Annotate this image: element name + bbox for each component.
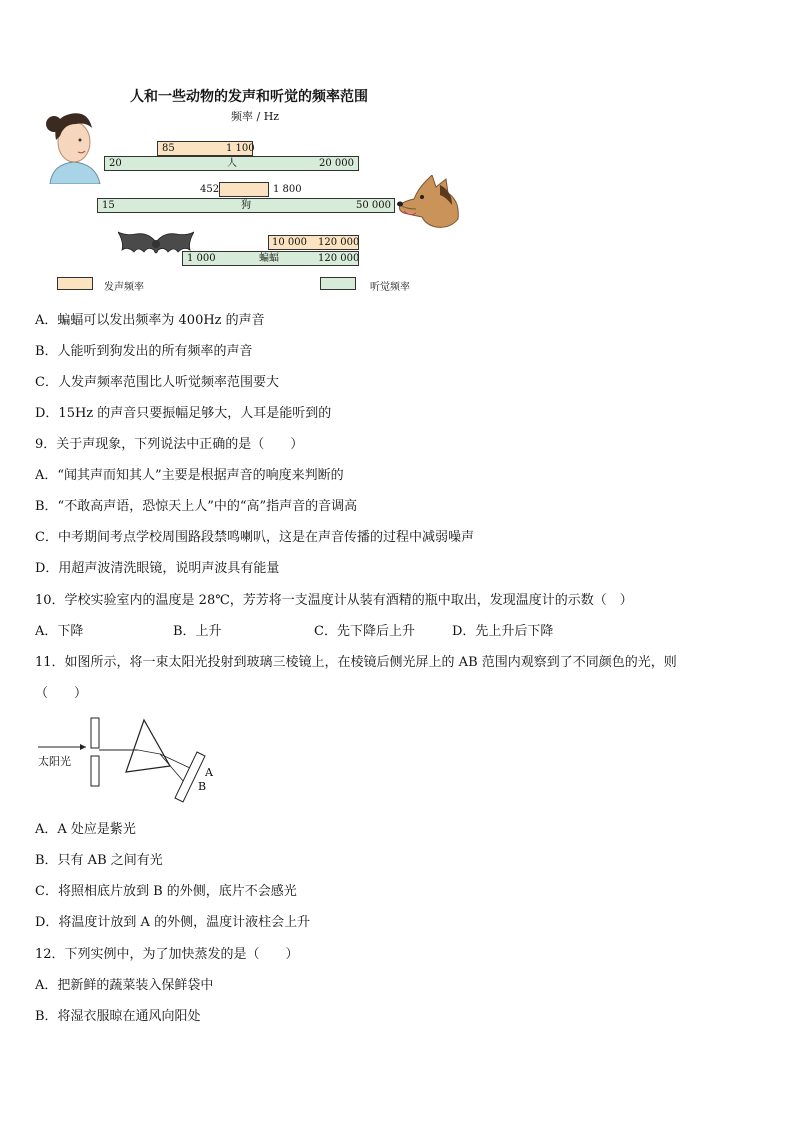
legend-emit-label: 发声频率 (104, 282, 144, 293)
q11-stem: 11．如图所示，将一束太阳光投射到玻璃三棱镜上，在棱镜后侧光屏上的 AB 范围内观察到了不同颜色的光，则 (35, 655, 677, 670)
prism-label-b: B (198, 780, 207, 793)
dog-emit-low: 452 (200, 184, 220, 195)
bat-emit-bar (268, 235, 359, 250)
q10-option-a: A．下降 (35, 624, 84, 639)
woman-icon (42, 110, 106, 184)
q9-stem: 9．关于声现象，下列说法中正确的是（ ） (35, 437, 304, 452)
q10-option-d: D．先上升后下降 (452, 624, 554, 639)
sunlight-label: 太阳光 (38, 755, 71, 768)
legend-hear-label: 听觉频率 (370, 282, 410, 293)
q12-option-b: B．将湿衣服晾在通风向阳处 (35, 1009, 201, 1024)
q9-option-c: C．中考期间考点学校周围路段禁鸣喇叭，这是在声音传播的过程中减弱噪声 (35, 530, 474, 545)
q9-option-a: A．“闻其声而知其人”主要是根据声音的响度来判断的 (35, 468, 344, 483)
legend-hear-swatch (320, 277, 356, 290)
q8-option-a: A．蝙蝠可以发出频率为 400Hz 的声音 (35, 313, 265, 328)
q8-option-b: B．人能听到狗发出的所有频率的声音 (35, 344, 253, 359)
bat-hear-high: 120 000 (318, 253, 360, 264)
q11-option-a: A．A 处应是紫光 (35, 822, 136, 837)
human-emit-high: 1 100 (226, 143, 255, 154)
dog-emit-high: 1 800 (273, 184, 302, 195)
human-name: 人 (227, 158, 237, 169)
human-emit-low: 85 (162, 143, 175, 154)
bat-hear-bar (182, 251, 359, 266)
dog-hear-low: 15 (102, 200, 115, 211)
dog-hear-high: 50 000 (356, 200, 391, 211)
q9-option-b: B．“不敢高声语，恐惊天上人”中的“高”指声音的音调高 (35, 499, 358, 514)
dog-icon (396, 175, 464, 229)
human-hear-low: 20 (109, 158, 122, 169)
q11-option-d: D．将温度计放到 A 的外侧，温度计液柱会上升 (35, 915, 311, 930)
human-emit-bar (157, 141, 253, 156)
q8-option-d: D．15Hz 的声音只要振幅足够大，人耳是能听到的 (35, 406, 332, 421)
bat-emit-low: 10 000 (272, 237, 307, 248)
legend-emit-swatch (57, 277, 93, 290)
q11-option-c: C．将照相底片放到 B 的外侧，底片不会感光 (35, 884, 297, 899)
bat-emit-high: 120 000 (318, 237, 360, 248)
human-hear-high: 20 000 (319, 158, 354, 169)
bat-name: 蝙蝠 (259, 253, 279, 264)
dog-emit-bar (219, 182, 269, 197)
figure-unit: 频率 / Hz (231, 110, 280, 123)
q11-paren: （ ） (35, 686, 88, 701)
q11-option-b: B．只有 AB 之间有光 (35, 853, 163, 868)
q12-stem: 12．下列实例中，为了加快蒸发的是（ ） (35, 947, 299, 962)
q10-option-b: B．上升 (173, 624, 222, 639)
dog-hear-bar (97, 198, 395, 213)
q9-option-d: D．用超声波清洗眼镜，说明声波具有能量 (35, 561, 280, 576)
human-hear-bar (104, 156, 359, 171)
prism-label-a: A (205, 766, 213, 779)
bat-hear-low: 1 000 (187, 253, 216, 264)
q12-option-a: A．把新鲜的蔬菜装入保鲜袋中 (35, 978, 214, 993)
q10-stem: 10．学校实验室内的温度是 28℃，芳芳将一支温度计从装有酒精的瓶中取出，发现温度计的示数（ ） (35, 593, 633, 608)
q8-option-c: C．人发声频率范围比人听觉频率范围要大 (35, 375, 279, 390)
figure-title: 人和一些动物的发声和听觉的频率范围 (130, 89, 368, 105)
dog-name: 狗 (241, 200, 251, 211)
q10-option-c: C．先下降后上升 (314, 624, 415, 639)
